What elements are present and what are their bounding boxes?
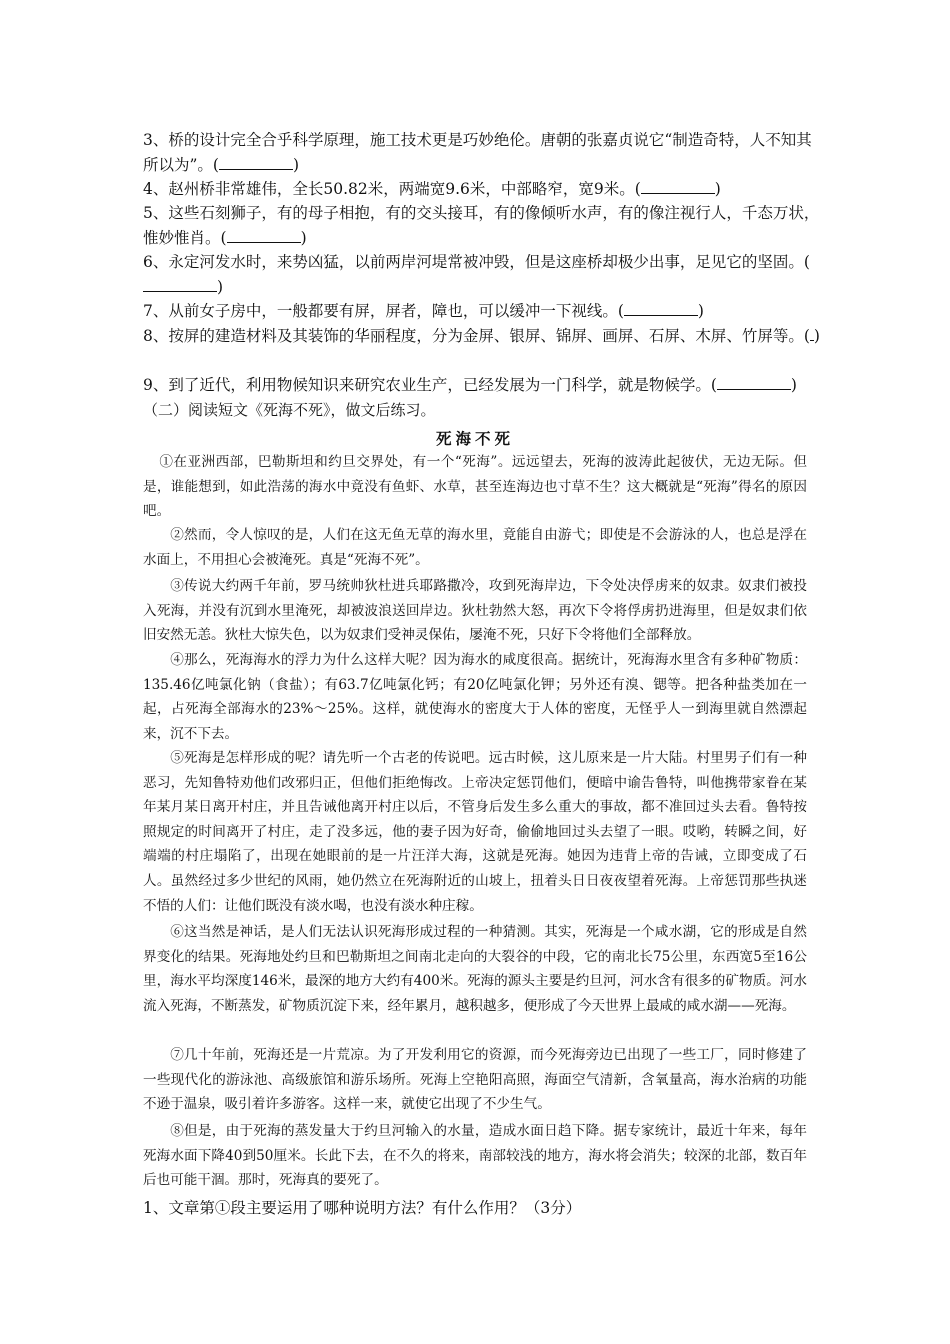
answer-blank[interactable] — [143, 275, 217, 292]
question-9: 9、到了近代，利用物候知识来研究农业生产，已经发展为一门科学，就是物候学。( ) — [143, 373, 823, 398]
paragraph-5: ⑤死海是怎样形成的呢？请先听一个古老的传说吧。远古时候，这儿原来是一片大陆。村里男子们有一种恶习，先知鲁特劝他们改邪归正，但他们拒绝悔改。上帝决定惩罚他们，便暗中谕告鲁特，叫他携带家眷在某年某月某日离开村庄，并且告诫他离开村庄以后，不管身后发生多么重大的事故，都不准回过头去看。鲁特按照规定的时间离开了村庄，走了没多远，他的妻子因为好奇，偷偷地回过头去望了一眼。哎哟，转瞬之间，好端端的村庄塌陷了，出现在她眼前的是一片汪洋大海，这就是死海。她因为违背上帝的告诫，立即变成了石人。虽然经过多少世纪的风雨，她仍然立在死海附近的山坡上，扭着头日日夜夜望着死海。上帝惩罚那些执迷不悟的人们：让他们既没有淡水喝，也没有淡水种庄稼。 — [143, 750, 807, 914]
paragraph-1: ①在亚洲西部，巴勒斯坦和约旦交界处，有一个“死海”。远远望去，死海的波涛此起彼伏，无边无际。但是，谁能想到，如此浩荡的海水中竟没有鱼虾、水草，甚至连海边也寸草不生？这大概就是“死海”得名的原因吧。 — [143, 454, 807, 520]
article-title: 死海不死 — [435, 429, 514, 448]
paragraph-4: ④那么，死海海水的浮力为什么这样大呢？因为海水的咸度很高。据统计，死海海水里含有多种矿物质：135.46亿吨氯化钠（食盐）；有63.7亿吨氯化钙；有20亿吨氯化钾；另外还有溴、锶等。把各种盐类加在一起，占死海全部海水的23%～25%。这样，就使海水的密度大于人体的密度，无怪乎人一到海里就自然漂起来，沉不下去。 — [143, 652, 807, 742]
paragraph-3: ③传说大约两千年前，罗马统帅狄杜进兵耶路撒冷，攻到死海岸边，下令处决俘虏来的奴隶。奴隶们被投入死海，并没有沉到水里淹死，却被波浪送回岸边。狄杜勃然大怒，再次下令将俘虏扔进海里，但是奴隶们依旧安然无恙。狄杜大惊失色，以为奴隶们受神灵保佑，屡淹不死，只好下令将他们全部释放。 — [143, 578, 807, 644]
question-final: 1、文章第①段主要运用了哪种说明方法？有什么作用？（3分） — [143, 1199, 582, 1217]
question-7: 7、从前女子房中，一般都要有屏，屏者，障也，可以缓冲一下视线。( ) — [143, 299, 823, 324]
paragraph-8: ⑧但是，由于死海的蒸发量大于约旦河输入的水量，造成水面日趋下降。据专家统计，最近十年来，每年死海水面下降40到50厘米。长此下去，在不久的将来，南部较浅的地方，海水将会消失；较深的北部，数百年后也可能干涸。那时，死海真的要死了。 — [143, 1123, 807, 1189]
paragraph-2: ②然而，令人惊叹的是，人们在这无鱼无草的海水里，竟能自由游弋；即使是不会游泳的人，也总是浮在水面上，不用担心会被淹死。真是“死海不死”。 — [143, 527, 807, 568]
answer-blank[interactable] — [641, 177, 715, 194]
paragraph-7: ⑦几十年前，死海还是一片荒凉。为了开发利用它的资源，而今死海旁边已出现了一些工厂，同时修建了一些现代化的游泳池、高级旅馆和游乐场所。死海上空艳阳高照，海面空气清新，含氧量高，海水治病的功能不逊于温泉，吸引着许多游客。这样一来，就使它出现了不少生气。 — [143, 1047, 807, 1113]
question-6: 6、永定河发水时，来势凶猛，以前两岸河堤常被冲毁，但是这座桥却极少出事，足见它的坚固。() — [143, 253, 810, 296]
answer-blank[interactable] — [227, 226, 301, 243]
question-4: 4、赵州桥非常雄伟，全长50.82米，两端宽9.6米，中部略窄，宽9米。( ) — [143, 177, 823, 202]
section-heading: （二）阅读短文《死海不死》，做文后练习。 — [143, 401, 436, 419]
question-3: 3、桥的设计完全合乎科学原理，施工技术更是巧妙绝伦。唐朝的张嘉贞说它“制造奇特，人不知其所以为”。( ) — [143, 131, 812, 174]
question-8: 8、按屏的建造材料及其装饰的华丽程度，分为金屏、银屏、锦屏、画屏、石屏、木屏、竹屏等。( ) — [143, 324, 823, 349]
question-5: 5、这些石刻狮子，有的母子相抱，有的交头接耳，有的像倾听水声，有的像注视行人，千态万状，惟妙惟肖。( ) — [143, 204, 820, 247]
paragraph-6: ⑥这当然是神话，是人们无法认识死海形成过程的一种猜测。其实，死海是一个咸水湖，它的形成是自然界变化的结果。死海地处约旦和巴勒斯坦之间南北走向的大裂谷的中段，它的南北长75公里，东西宽5至16公里，海水平均深度146米，最深的地方大约有400米。死海的源头主要是约旦河，河水含有很多的矿物质。河水流入死海，不断蒸发，矿物质沉淀下来，经年累月，越积越多，便形成了今天世界上最咸的咸水湖——死海。 — [143, 924, 807, 1014]
answer-blank[interactable] — [624, 299, 698, 316]
answer-blank[interactable] — [717, 373, 791, 390]
answer-blank[interactable] — [219, 153, 293, 170]
